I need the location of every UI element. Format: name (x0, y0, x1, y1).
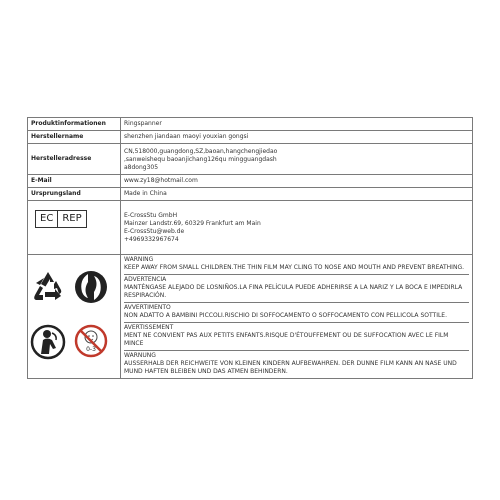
row-label: Herstellername (28, 131, 121, 144)
warning-title: WARNUNG (124, 352, 156, 359)
ec-rep-cell (28, 201, 121, 255)
warning-title: WARNING (124, 256, 154, 263)
warning-text: KEEP AWAY FROM SMALL CHILDREN.THE THIN FILM MAY CLING TO NOSE AND MOUTH AND PREVENT BREATHING. (124, 264, 464, 271)
warning-block (124, 303, 469, 323)
row-value-address (121, 144, 473, 175)
address-line: a8dong305 (124, 164, 159, 171)
row-value: Ringspanner (121, 118, 473, 131)
row-value: Made in China (121, 188, 473, 201)
warning-block (124, 351, 469, 378)
row-label: E-Mail (28, 175, 121, 188)
warning-block (124, 275, 469, 303)
ec-rep-details (121, 201, 473, 255)
table-row (28, 144, 473, 175)
row-value: shenzhen jiandaan maoyi youxian gongsi (121, 131, 473, 144)
address-line: CN,518000,guangdong,SZ,baoan,hangchengjiedao (124, 148, 278, 155)
warning-text: MENT NE CONVIENT PAS AUX PETITS ENFANTS.RISQUE D'ÉTOUFFEMENT OU DE SUFFOCATION AVEC LE FILM MINCE (124, 332, 449, 347)
ec-rep-email: E-CrossStu@web.de (124, 227, 185, 235)
row-label: Produktinformationen (28, 118, 121, 131)
warning-title: AVERTISSEMENT (124, 324, 174, 331)
ec-label: EC (40, 213, 54, 224)
row-value: www.zy18@hotmail.com (121, 175, 473, 188)
child-suffocation-warning-icon (30, 324, 66, 360)
table-row (28, 118, 473, 131)
green-dot-icon (74, 270, 108, 304)
address-line: ,sanweishequ baoanjichang126qu mingguangdash (124, 156, 277, 163)
table-row-warnings (28, 255, 473, 379)
symbols-cell (28, 255, 121, 379)
ec-rep-company: E-CrossStu GmbH (124, 211, 178, 219)
warning-block (124, 323, 469, 351)
warning-block (124, 255, 469, 275)
warning-text: AUSSERHALB DER REICHWEITE VON KLEINEN KINDERN AUFBEWAHREN. DER DUNNE FILM KANN AN NASE UND MUND HAFTEN BLEIBEN UND DAS ATMEN BEHINDERN. (124, 360, 457, 375)
table-row (28, 175, 473, 188)
warnings-cell (121, 255, 473, 379)
recycle-icon (30, 269, 66, 305)
warning-title: ADVERTENCIA (124, 276, 167, 283)
warning-text: NON ADATTO A BAMBINI PICCOLI.RISCHIO DI SOFFOCAMENTO O SOFFOCAMENTO CON PELLICOLA SOTTILE. (124, 312, 448, 319)
no-child-0-3-icon (73, 323, 109, 359)
row-label: Ursprungsland (28, 188, 121, 201)
product-info-table (27, 117, 473, 379)
table-row (28, 131, 473, 144)
table-row-ec-rep (28, 201, 473, 255)
warning-text: MANTÉNGASE ALEJADO DE LOSNIÑOS.LA FINA PELÍCULA PUEDE ADHERIRSE A LA NARIZ Y LA BOCA E IMPEDIRLA RESPIRACIÓN. (124, 284, 463, 299)
warning-title: AVVERTIMENTO (124, 304, 171, 311)
table-row (28, 188, 473, 201)
ec-rep-symbol (35, 210, 87, 228)
rep-label: REP (57, 211, 85, 227)
row-label: Herstelleradresse (28, 144, 121, 175)
ec-rep-address: Mainzer Landstr.69, 60329 Frankfurt am Main (124, 219, 261, 227)
ec-rep-phone: +4969332967674 (124, 235, 179, 243)
age-range-label: 0-3 (86, 346, 96, 353)
